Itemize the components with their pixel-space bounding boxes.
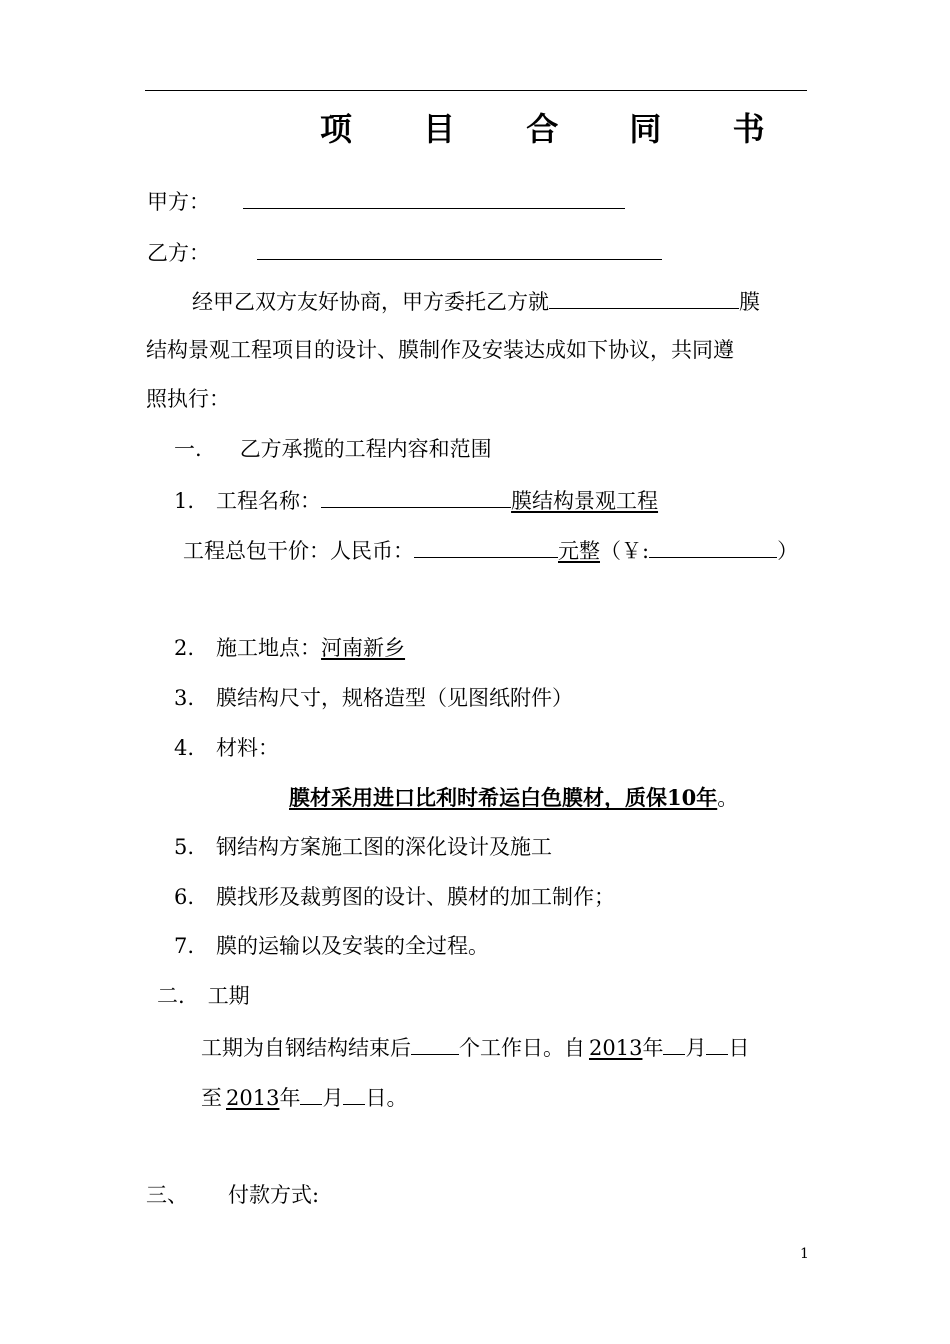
material-line xyxy=(289,784,738,812)
intro-line-2: 结构景观工程项目的设计、膜制作及安装达成如下协议，共同遵 xyxy=(146,338,734,362)
page-number: 1 xyxy=(800,1246,809,1262)
intro-suffix: 膜 xyxy=(739,290,760,314)
days-blank xyxy=(411,1032,459,1055)
item-7-text: 膜的运输以及安装的全过程。 xyxy=(216,934,490,958)
item-2-label: 施工地点： xyxy=(216,636,322,660)
document-title: 项 目 合 同 书 xyxy=(320,110,795,148)
price-unit: 元整 xyxy=(558,539,600,563)
item-4-text: 材料： xyxy=(216,736,280,760)
price-open: （￥: xyxy=(600,539,650,563)
item-3-text: 膜结构尺寸，规格造型（见图纸附件） xyxy=(216,686,574,710)
start-year-char: 年 xyxy=(642,1036,664,1060)
start-day-blank xyxy=(706,1032,728,1055)
item-1-value: 膜结构景观工程 xyxy=(511,489,659,513)
price-line xyxy=(183,535,798,565)
item-1-number: 1. xyxy=(174,489,195,513)
price-close: ） xyxy=(777,539,799,563)
material-end: 。 xyxy=(717,786,739,810)
item-2 xyxy=(174,634,405,662)
section-3-title: 付款方式: xyxy=(228,1183,320,1207)
section-3-number: 三、 xyxy=(146,1183,188,1207)
end-day-blank xyxy=(343,1082,365,1105)
item-6-number: 6. xyxy=(174,885,195,909)
section-3-heading xyxy=(146,1181,319,1209)
item-6 xyxy=(174,883,615,911)
item-5-number: 5. xyxy=(174,835,195,859)
period-line-1 xyxy=(201,1032,749,1062)
project-blank xyxy=(549,286,739,309)
start-month-char: 月 xyxy=(685,1036,707,1060)
item-7 xyxy=(174,932,489,960)
start-day-char: 日 xyxy=(728,1036,750,1060)
end-month-blank xyxy=(300,1082,322,1105)
item-1 xyxy=(174,485,658,515)
item-4-number: 4. xyxy=(174,736,195,760)
period-prefix: 工期为自钢结构结束后 xyxy=(201,1036,411,1060)
section-2-heading xyxy=(157,982,250,1010)
party-b-line xyxy=(147,237,662,267)
intro-line-3: 照执行： xyxy=(146,387,230,411)
period-end: 日。 xyxy=(365,1086,408,1110)
section-1-heading xyxy=(174,435,492,463)
party-a-line xyxy=(147,186,625,216)
item-2-number: 2. xyxy=(174,636,195,660)
party-a-label: 甲方： xyxy=(147,190,210,214)
period-line-2 xyxy=(201,1082,407,1112)
top-rule xyxy=(145,90,807,91)
item-2-value: 河南新乡 xyxy=(321,636,406,660)
price-number-blank xyxy=(649,535,777,558)
item-1-blank xyxy=(321,485,511,508)
end-month-char: 月 xyxy=(322,1086,344,1110)
party-a-blank xyxy=(243,186,625,209)
item-5-text: 钢结构方案施工图的深化设计及施工 xyxy=(216,835,553,859)
item-7-number: 7. xyxy=(174,934,195,958)
party-b-blank xyxy=(257,237,662,260)
end-year-char: 年 xyxy=(279,1086,301,1110)
intro-line-1 xyxy=(192,286,760,316)
end-year: 2013 xyxy=(226,1086,280,1110)
intro-prefix: 经甲乙双方友好协商，甲方委托乙方就 xyxy=(192,290,549,314)
item-3 xyxy=(174,684,573,712)
material-text: 膜材采用进口比利时希运白色膜材，质保10年 xyxy=(289,785,718,810)
period-mid: 个工作日。自 xyxy=(459,1036,585,1060)
start-month-blank xyxy=(663,1032,685,1055)
start-year: 2013 xyxy=(589,1036,643,1060)
item-4 xyxy=(174,734,279,762)
item-3-number: 3. xyxy=(174,686,195,710)
section-1-title: 乙方承揽的工程内容和范围 xyxy=(239,437,492,461)
party-b-label: 乙方： xyxy=(147,241,210,265)
section-2-title: 工期 xyxy=(207,984,250,1008)
section-2-number: 二. xyxy=(157,984,185,1008)
item-1-label: 工程名称： xyxy=(216,489,322,513)
item-5 xyxy=(174,833,552,861)
price-blank xyxy=(414,535,558,558)
price-label: 工程总包干价：人民币： xyxy=(183,539,414,563)
item-6-text: 膜找形及裁剪图的设计、膜材的加工制作； xyxy=(216,885,616,909)
period-to: 至 xyxy=(201,1086,222,1110)
section-1-number: 一. xyxy=(174,437,202,461)
